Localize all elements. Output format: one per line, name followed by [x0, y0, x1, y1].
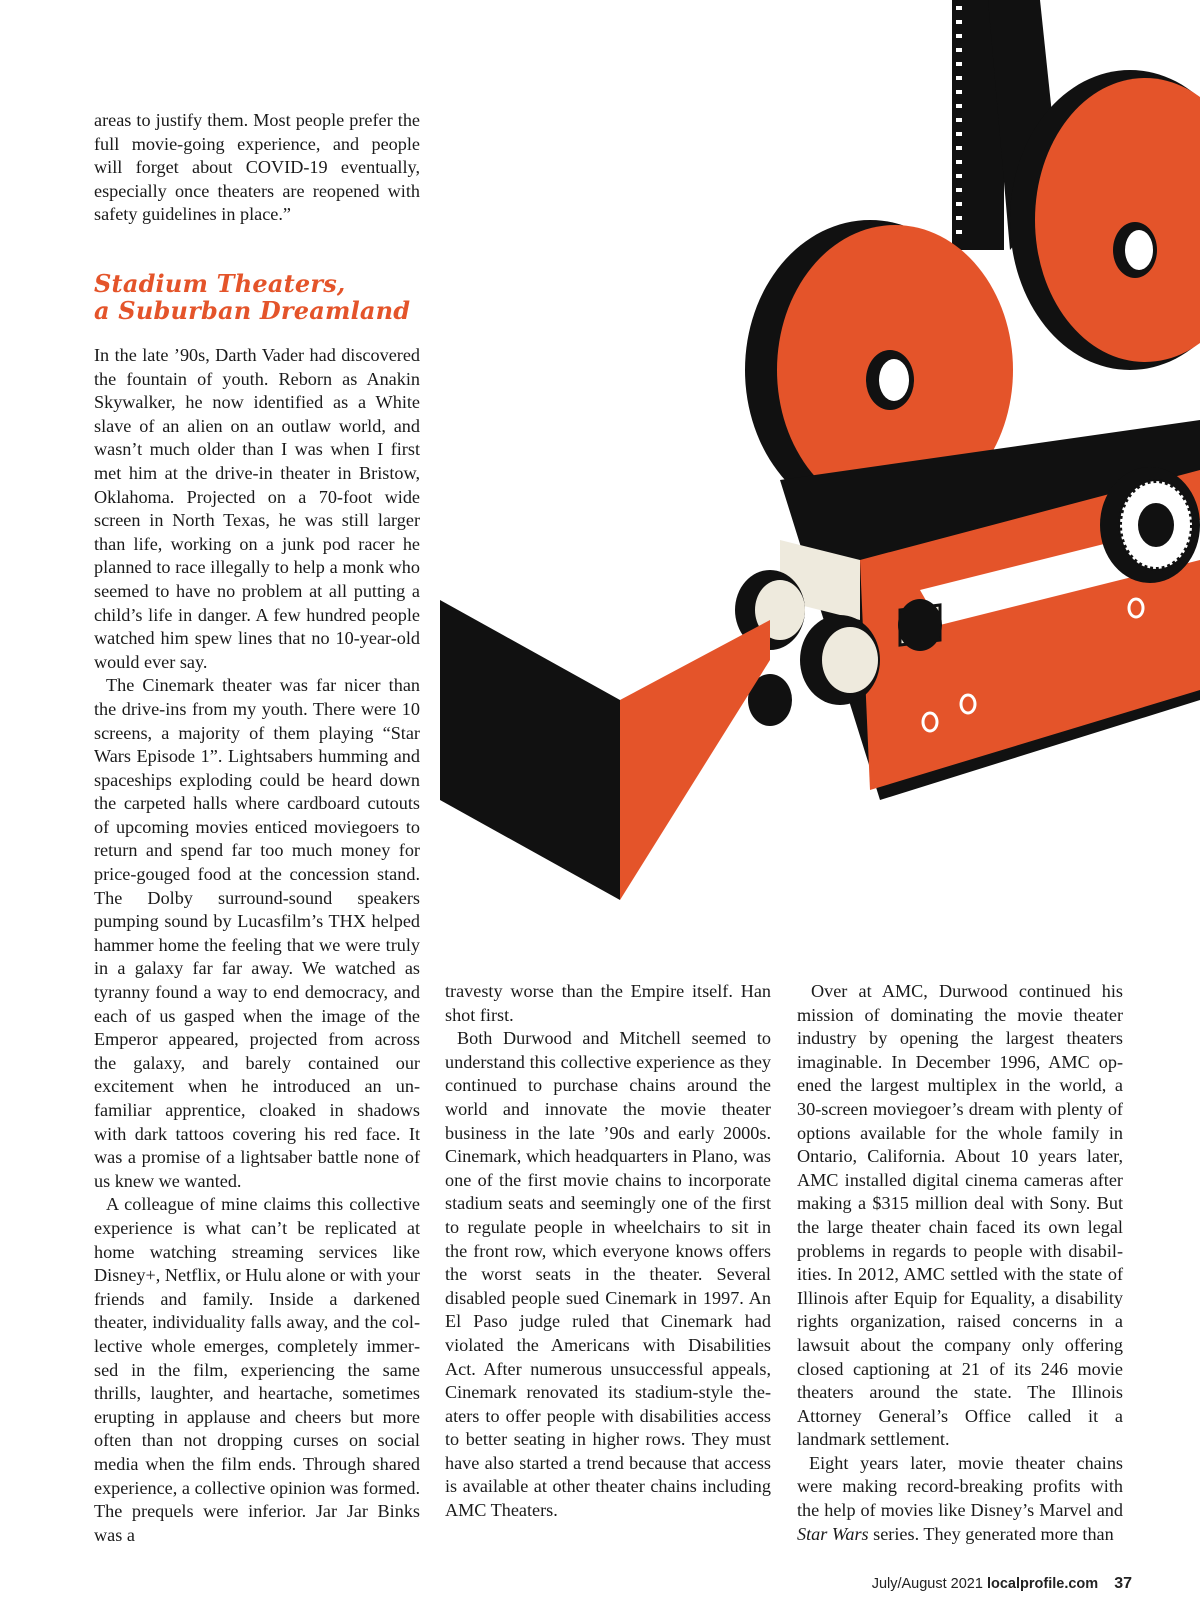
page-number: 37 [1114, 1575, 1132, 1592]
section-heading [94, 270, 434, 324]
column1-paragraph-2: The Cinemark theater was far nicer than the drive-ins from my youth. There were 10 screens, a majority of them playing “Star Wars Episode 1”. Lightsabers humming and spaceships exploding could be heard down the carpeted halls where cardboard cutouts of upcoming movies enticed moviegoers to return and spend far too much money for price-gouged food at the concession stand. The Dolby surround-sound speakers pumping sound by Lucasfilm’s THX helped hammer home the feeling that we were truly in a galaxy far far away. We watched as tyranny found a way to end democracy, and each of us gasped when the image of the Emperor appeared, projected from across the galaxy, and barely contained our excitement when he introduced an unfamiliar apprentice, cloaked in shadows with dark tattoos covering his red face. It was a promise of a lightsaber battle none of us knew we wanted. [94, 675, 420, 1191]
heading-line-1: Stadium Theaters, [94, 269, 346, 298]
heading-line-2: a Suburban Dreamland [94, 296, 411, 325]
projector-body [780, 420, 1200, 800]
article-column-1 [94, 344, 420, 1547]
column3-p2-end: series. They generated more than [868, 1523, 1114, 1544]
light-beam [440, 600, 770, 900]
column3-p2-start: Eight years later, movie theater chains were making record-breaking profits with the help of movies like Disney’s Marvel and [797, 1452, 1123, 1521]
issue-date: July/August 2021 [871, 1576, 983, 1592]
column2-paragraph-1: travesty worse than the Empire itself. Han shot first. [445, 981, 771, 1025]
column1-paragraph-1: In the late ’90s, Darth Vader had discovered the fountain of youth. Reborn as Anakin Skywalker, he now identified as a White slave of an alien on an outlaw world, and wasn’t much older than I was when I first met him at the drive-in theater in Bristow, Oklahoma. Projected on a 70-foot wide screen in North Texas, he was still larger than life, working on a junk pod racer he planned to race illegally to help a monk who seemed to have no problem at all putting a child’s life in danger. A few hundred people watched him spew lines that no 10-year-old would ever say. [94, 345, 420, 672]
column3-paragraph-1: Over at AMC, Durwood continued his mission of dominating the movie theater industry by opening the largest theaters imaginable. In December 1996, AMC opened the largest multiplex in the world, a 30-screen moviegoer’s dream with plenty of options available for the whole family in Ontario, California. About 10 years later, AMC installed digital cinema cameras after making a $315 million deal with Sony. But the large theater chain faced its own legal problems in regards to people with disabilities. In 2012, AMC settled with the state of Illinois after Equip for Equality, a disability rights organization, raised concerns in a lawsuit about the company only offering closed captioning at 21 of its 246 movie theaters around the state. The Illinois Attorney General’s Office called it a landmark settlement. [797, 981, 1123, 1450]
column2-paragraph-2: Both Durwood and Mitchell seemed to understand this collective experience as they continued to purchase chains around the world and innovate the movie theater business in the late ’90s and early 2000s. Cinemark, which headquarters in Plano, was one of the first movie chains to incorporate stadium seats and seemingly one of the first to regulate people in wheelchairs to sit in the front row, which everyone knows offers the worst seats in the theater. Several disabled people sued Cinemark in 1997. An El Paso judge ruled that Cinemark had violated the Americans with Disabilities Act. After numerous unsuccessful appeals, Cinemark renovated its stadium-style theaters to offer people with disabilities access to better seating in higher rows. They must have also started a trend because that access is available at other theater chains including AMC Theaters. [445, 1028, 771, 1521]
column1-paragraph-3: A colleague of mine claims this collective experience is what can’t be replicated at home watching streaming services like Disney+, Netflix, or Hulu alone or with your friends and family. Inside a darkened theater, individuality falls away, and the collective whole emerges, completely immersed in the film, experiencing the same thrills, laughter, and heartache, sometimes erupting in applause and cheers but more often than not dropping curses on social media when the film ends. Through shared experience, a collective opinion was formed. The prequels were inferior. Jar Jar Binks was a [94, 1194, 420, 1545]
column3-p2-title: Star Wars [797, 1523, 869, 1544]
intro-text: areas to justify them. Most people prefer the full movie-going experience, and people will forget about COVID-19 eventually, especially once theaters are reopened with safety guidelines in place.” [94, 110, 420, 225]
column3-paragraph-2 [797, 1452, 1123, 1546]
article-column-2 [445, 980, 771, 1523]
intro-paragraph [94, 109, 420, 227]
site-name: localprofile.com [986, 1576, 1099, 1592]
film-projector-illustration [440, 0, 1200, 950]
page-footer [872, 1575, 1132, 1593]
article-column-3 [797, 980, 1123, 1546]
